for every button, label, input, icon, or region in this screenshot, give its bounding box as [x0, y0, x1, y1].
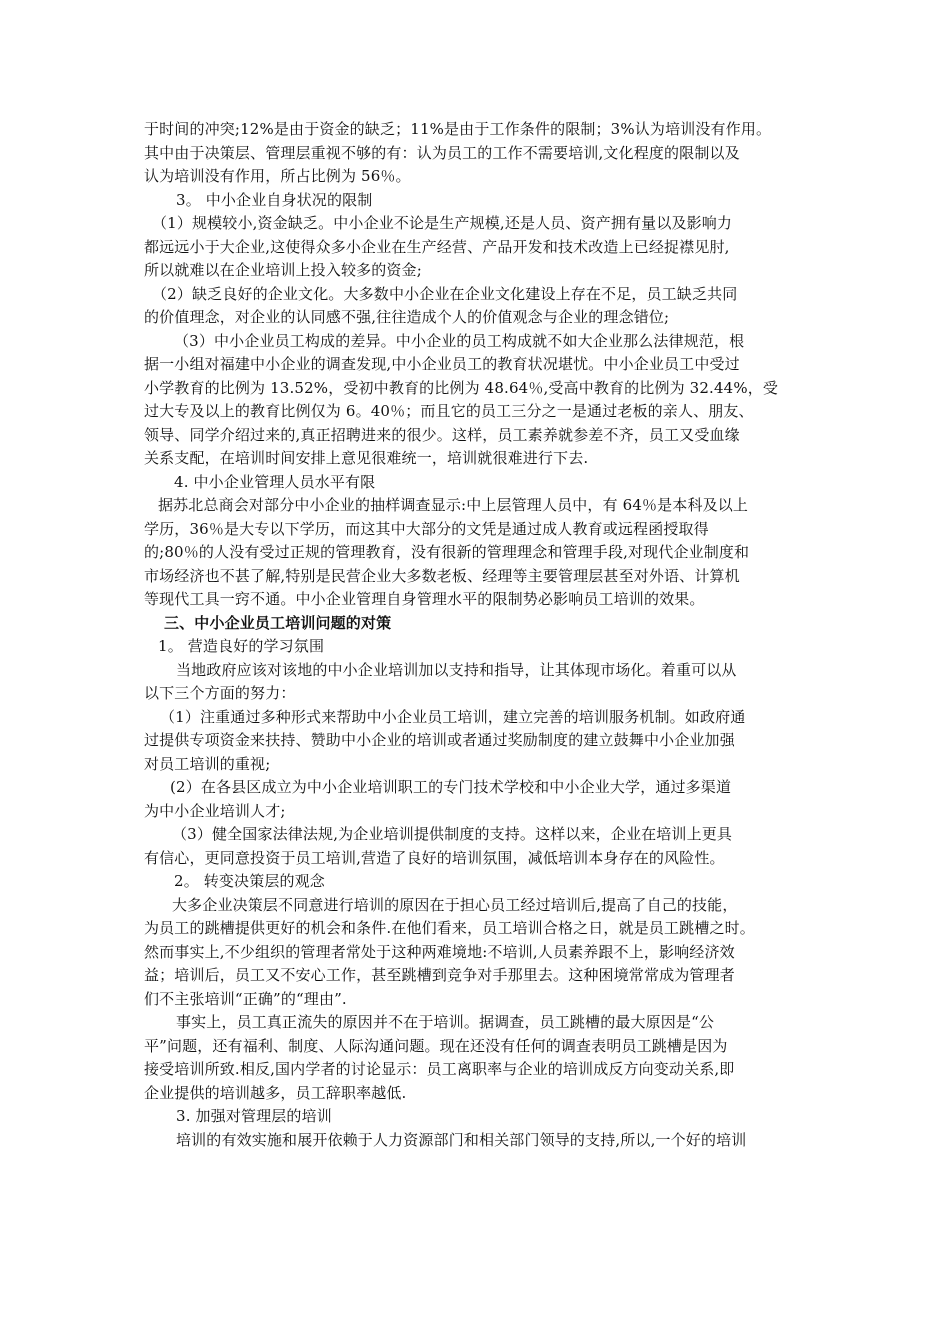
text-line: 学历，36％是大专以下学历，而这其中大部分的文凭是通过成人教育或远程函授取得	[144, 519, 709, 538]
text-line: 的价值理念，对企业的认同感不强,往往造成个人的价值观念与企业的理念错位;	[144, 308, 670, 326]
text-line: 据一小组对福建中小企业的调查发现,中小企业员工的教育状况堪忧。中小企业员工中受过	[144, 355, 740, 373]
text-line: 平”问题，还有福利、制度、人际沟通问题。现在还没有任何的调查表明员工跳槽是因为	[144, 1036, 728, 1055]
text-line: 有信心，更同意投资于员工培训,营造了良好的培训氛围，减低培训本身存在的风险性。	[144, 848, 725, 867]
text-line: 为员工的跳槽提供更好的机会和条件.在他们看来，员工培训合格之日，就是员工跳槽之时。	[144, 919, 755, 937]
text-line: 培训的有效实施和展开依赖于人力资源部门和相关部门领导的支持,所以,一个好的培训	[176, 1130, 747, 1149]
text-line: 所以就难以在企业培训上投入较多的资金;	[144, 261, 422, 279]
text-line: 2。 转变决策层的观念	[174, 872, 325, 890]
text-line: 市场经济也不甚了解,特别是民营企业大多数老板、经理等主要管理层甚至对外语、计算机	[144, 566, 740, 585]
text-line: 关系支配，在培训时间安排上意见很难统一，培训就很难进行下去.	[144, 449, 589, 467]
text-line: 的;80％的人没有受过正规的管理教育，没有很新的管理理念和管理手段,对现代企业制度和	[144, 543, 750, 561]
text-line: 都远远小于大企业,这使得众多小企业在生产经营、产品开发和技术改造上已经捉襟见肘,	[144, 237, 730, 256]
text-line: (2）在各县区成立为中小企业培训职工的专门技术学校和中小企业大学，通过多渠道	[170, 778, 732, 796]
text-line: 大多企业决策层不同意进行培训的原因在于担心员工经过培训后,提高了自己的技能，	[172, 895, 738, 914]
text-line: 过提供专项资金来扶持、赞助中小企业的培训或者通过奖励制度的建立鼓舞中小企业加强	[144, 731, 735, 749]
text-line: （3）中小企业员工构成的差异。中小企业的员工构成就不如大企业那么法律规范，根	[174, 331, 745, 350]
text-line: 以下三个方面的努力：	[144, 684, 296, 702]
text-line: 企业提供的培训越多，员工辞职率越低.	[144, 1083, 407, 1102]
document-page	[144, 118, 810, 1152]
text-line: 领导、同学介绍过来的,真正招聘进来的很少。这样，员工素养就参差不齐，员工又受血缘	[144, 425, 740, 444]
text-line: 当地政府应该对该地的中小企业培训加以支持和指导，让其体现市场化。着重可以从	[176, 660, 737, 679]
text-line: 1。 营造良好的学习氛围	[158, 637, 325, 655]
text-line: 等现代工具一窍不通。中小企业管理自身管理水平的限制势必影响员工培训的效果。	[144, 590, 705, 608]
text-line: 3。 中小企业自身状况的限制	[176, 190, 373, 209]
text-line: 小学教育的比例为 13.52%，受初中教育的比例为 48.64％,受高中教育的比例为 32.44%，受	[144, 378, 779, 397]
text-line: 益；培训后，员工又不安心工作，甚至跳槽到竞争对手那里去。这种困境常常成为管理者	[144, 966, 735, 984]
text-line: 们不主张培训“正确”的“理由”.	[144, 989, 347, 1008]
text-line: 事实上，员工真正流失的原因并不在于培训。据调查，员工跳槽的最大原因是“公	[176, 1013, 715, 1031]
text-line: （3）健全国家法律法规,为企业培训提供制度的支持。这样以来，企业在培训上更具	[172, 825, 733, 843]
text-line: 4. 中小企业管理人员水平有限	[174, 472, 376, 491]
text-line: （1）注重通过多种形式来帮助中小企业员工培训，建立完善的培训服务机制。如政府通	[160, 707, 746, 726]
text-line: 为中小企业培训人才;	[144, 801, 286, 820]
text-line: 于时间的冲突;12%是由于资金的缺乏；11%是由于工作条件的限制；3%认为培训没有作用。	[144, 120, 772, 138]
text-line: 过大专及以上的教育比例仅为 6。40％；而且它的员工三分之一是通过老板的亲人、朋友、	[144, 402, 754, 420]
text-line: 据苏北总商会对部分中小企业的抽样调查显示:中上层管理人员中，有 64％是本科及以上	[158, 496, 749, 514]
text-line: 认为培训没有作用，所占比例为 56％。	[144, 167, 411, 185]
text-line: （1）规模较小,资金缺乏。中小企业不论是生产规模,还是人员、资产拥有量以及影响力	[152, 214, 733, 232]
section-heading: 三、中小企业员工培训问题的对策	[164, 613, 392, 632]
text-line: 3. 加强对管理层的培训	[176, 1107, 332, 1125]
text-line: 对员工培训的重视;	[144, 754, 271, 773]
text-line: 其中由于决策层、管理层重视不够的有：认为员工的工作不需要培训,文化程度的限制以及	[144, 143, 740, 162]
text-line: （2）缺乏良好的企业文化。大多数中小企业在企业文化建设上存在不足，员工缺乏共同	[152, 284, 738, 303]
text-line: 接受培训所致.相反,国内学者的讨论显示：员工离职率与企业的培训成反方向变动关系,即	[144, 1060, 735, 1078]
text-line: 然而事实上,不少组织的管理者常处于这种两难境地:不培训,人员素养跟不上，影响经济效	[144, 942, 735, 961]
